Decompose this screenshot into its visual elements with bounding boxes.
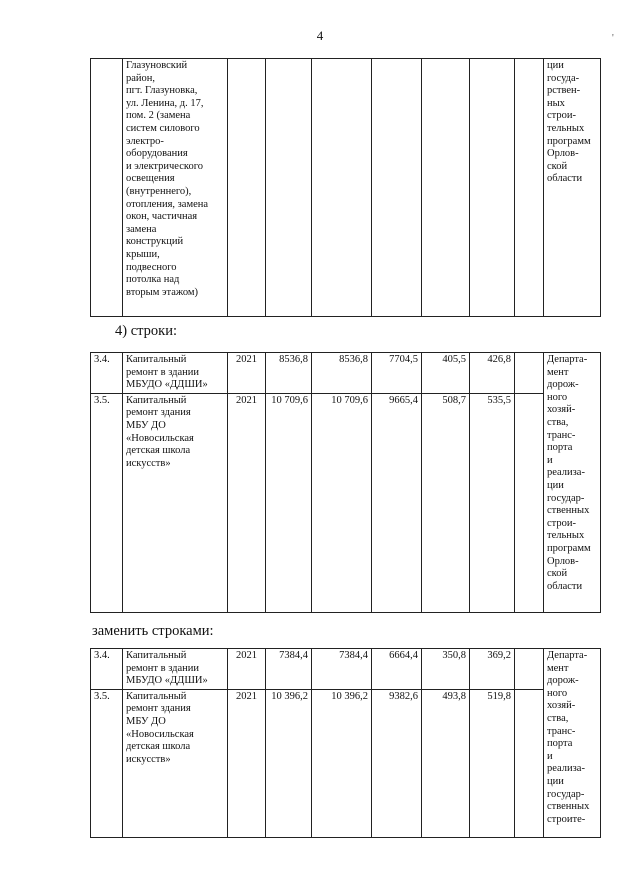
row-value-4: 405,5 bbox=[422, 353, 470, 394]
row-value-5: 369,2 bbox=[470, 649, 515, 690]
row-value-5: 426,8 bbox=[470, 353, 515, 394]
cell-empty bbox=[372, 59, 422, 317]
row-value-3: 9665,4 bbox=[372, 393, 422, 612]
stray-mark: ' bbox=[612, 33, 614, 44]
continuation-table bbox=[90, 58, 601, 317]
table-row bbox=[91, 353, 601, 394]
cell-empty bbox=[470, 59, 515, 317]
row-value-5: 535,5 bbox=[470, 393, 515, 612]
row-value-4: 508,7 bbox=[422, 393, 470, 612]
cell-address: Глазуновский район, пгт. Глазуновка, ул. Ленина, д. 17, пом. 2 (замена систем силового электро- оборудования и электрического освещения (внутреннего), отопления, замена окон, частичная замена конструкций крыши, подвесного потолка над вторым этажом) bbox=[123, 59, 228, 317]
row-name: Капитальный ремонт в здании МБУДО «ДДШИ» bbox=[123, 353, 228, 394]
page-number: 4 bbox=[316, 28, 324, 43]
cell-empty bbox=[515, 649, 544, 690]
responsible-department: Департа- мент дорож- ного хозяй- ства, транс- порта и реализа- ции государ- ственных строи- тельных программ Орлов- ской области bbox=[544, 353, 601, 613]
row-value-2: 10 709,6 bbox=[312, 393, 372, 612]
cell-empty bbox=[515, 353, 544, 394]
cell-responsible: ции госуда- рствен- ных строи- тельных программ Орлов- ской области bbox=[544, 59, 601, 317]
row-year: 2021 bbox=[228, 689, 266, 837]
table-row bbox=[91, 689, 601, 837]
table-row bbox=[91, 393, 601, 612]
cell-empty bbox=[515, 689, 544, 837]
row-number: 3.4. bbox=[91, 649, 123, 690]
row-value-4: 350,8 bbox=[422, 649, 470, 690]
responsible-department: Департа- мент дорож- ного хозяй- ства, транс- порта и реализа- ции государ- ственных строите- bbox=[544, 649, 601, 838]
table-row bbox=[91, 649, 601, 690]
cell-empty bbox=[228, 59, 266, 317]
row-value-2: 7384,4 bbox=[312, 649, 372, 690]
heading-replace: заменить строками: bbox=[92, 623, 214, 639]
row-value-3: 9382,6 bbox=[372, 689, 422, 837]
cell-empty bbox=[515, 393, 544, 612]
row-name: Капитальный ремонт здания МБУ ДО «Новосильская детская школа искусств» bbox=[123, 393, 228, 612]
row-year: 2021 bbox=[228, 649, 266, 690]
row-value-1: 7384,4 bbox=[266, 649, 312, 690]
row-value-1: 8536,8 bbox=[266, 353, 312, 394]
old-rows-table bbox=[90, 352, 601, 613]
cell-num bbox=[91, 59, 123, 317]
row-name: Капитальный ремонт здания МБУ ДО «Новосильская детская школа искусств» bbox=[123, 689, 228, 837]
row-value-1: 10 396,2 bbox=[266, 689, 312, 837]
continuation-row bbox=[91, 59, 601, 317]
row-name: Капитальный ремонт в здании МБУДО «ДДШИ» bbox=[123, 649, 228, 690]
row-number: 3.4. bbox=[91, 353, 123, 394]
row-value-3: 6664,4 bbox=[372, 649, 422, 690]
row-number: 3.5. bbox=[91, 393, 123, 612]
row-year: 2021 bbox=[228, 393, 266, 612]
row-value-4: 493,8 bbox=[422, 689, 470, 837]
cell-empty bbox=[515, 59, 544, 317]
cell-empty bbox=[266, 59, 312, 317]
row-value-3: 7704,5 bbox=[372, 353, 422, 394]
row-year: 2021 bbox=[228, 353, 266, 394]
row-value-5: 519,8 bbox=[470, 689, 515, 837]
row-number: 3.5. bbox=[91, 689, 123, 837]
row-value-1: 10 709,6 bbox=[266, 393, 312, 612]
row-value-2: 8536,8 bbox=[312, 353, 372, 394]
cell-empty bbox=[312, 59, 372, 317]
new-rows-table bbox=[90, 648, 601, 838]
row-value-2: 10 396,2 bbox=[312, 689, 372, 837]
heading-rows: 4) строки: bbox=[115, 323, 177, 339]
cell-empty bbox=[422, 59, 470, 317]
